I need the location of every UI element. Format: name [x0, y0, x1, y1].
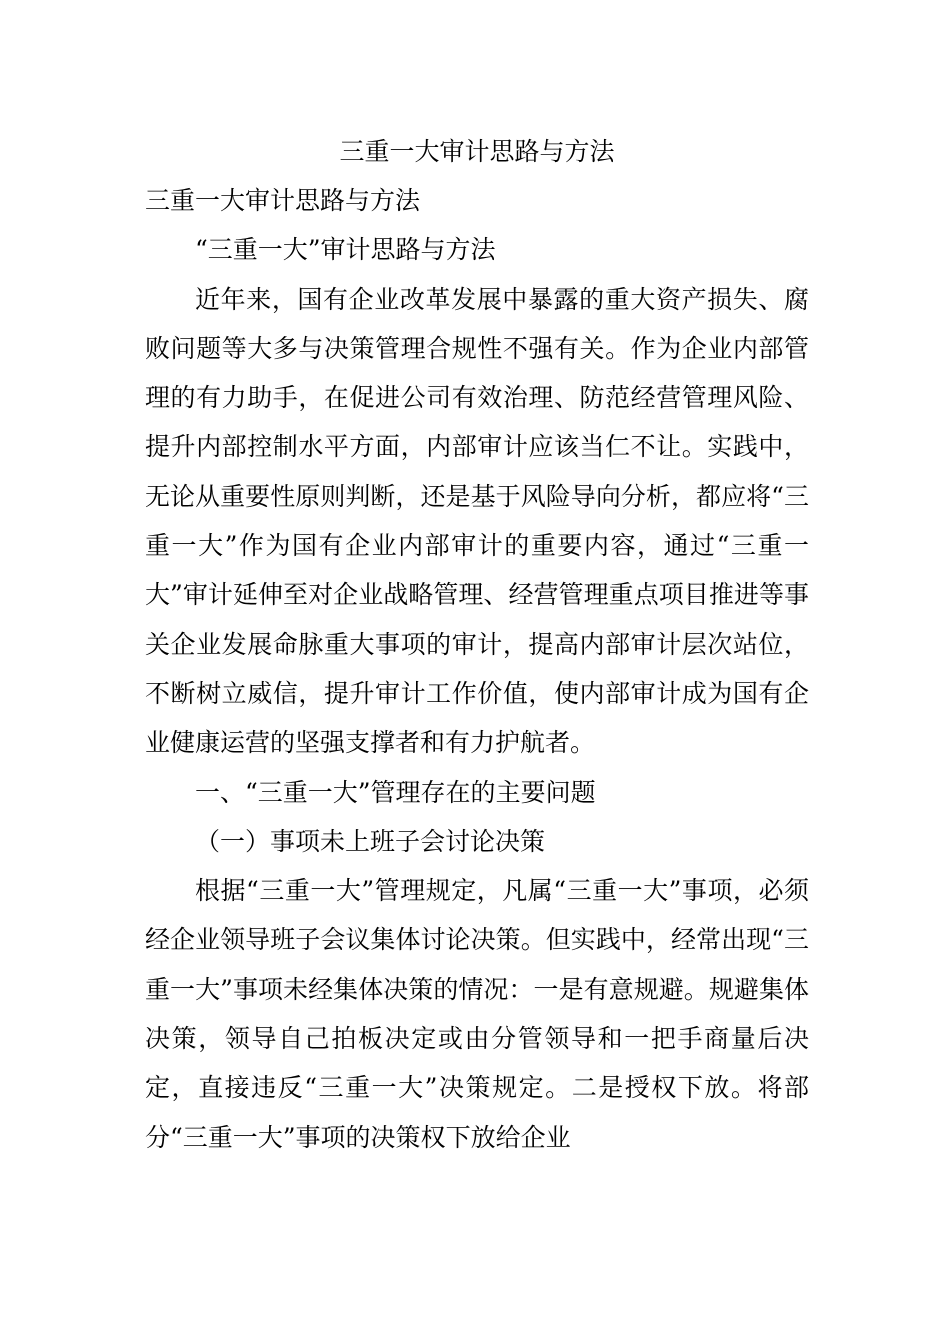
- section-heading: “三重一大”审计思路与方法: [195, 235, 496, 265]
- intro-paragraph: 近年来，国有企业改革发展中暴露的重大资产损失、腐败问题等大多与决策管理合规性不强有关。作为企业内部管理的有力助手，在促进公司有效治理、防范经营管理风险、提升内部控制水平方面，内部审计应该当仁不让。实践中，无论从重要性原则判断，还是基于风险导向分析，都应将“三重一大”作为国有企业内部审计的重要内容，通过“三重一大”审计延伸至对企业战略管理、经营管理重点项目推进等事关企业发展命脉重大事项的审计，提高内部审计层次站位，不断树立威信，提升审计工作价值，使内部审计成为国有企业健康运营的坚强支撑者和有力护航者。: [145, 284, 809, 758]
- subsection-heading-1: （一）事项未上班子会讨论决策: [195, 826, 546, 856]
- body-paragraph: 根据“三重一大”管理规定，凡属“三重一大”事项，必须经企业领导班子会议集体讨论决策。但实践中，经常出现“三重一大”事项未经集体决策的情况：一是有意规避。规避集体决策，领导自己拍板决定或由分管领导和一把手商量后决定，直接违反“三重一大”决策规定。二是授权下放。将部分“三重一大”事项的决策权下放给企业: [145, 876, 809, 1152]
- section-heading-1: 一、“三重一大”管理存在的主要问题: [195, 777, 596, 807]
- document-body: [145, 128, 809, 1162]
- document-title: 三重一大审计思路与方法: [339, 137, 615, 166]
- document-subtitle: 三重一大审计思路与方法: [145, 186, 421, 215]
